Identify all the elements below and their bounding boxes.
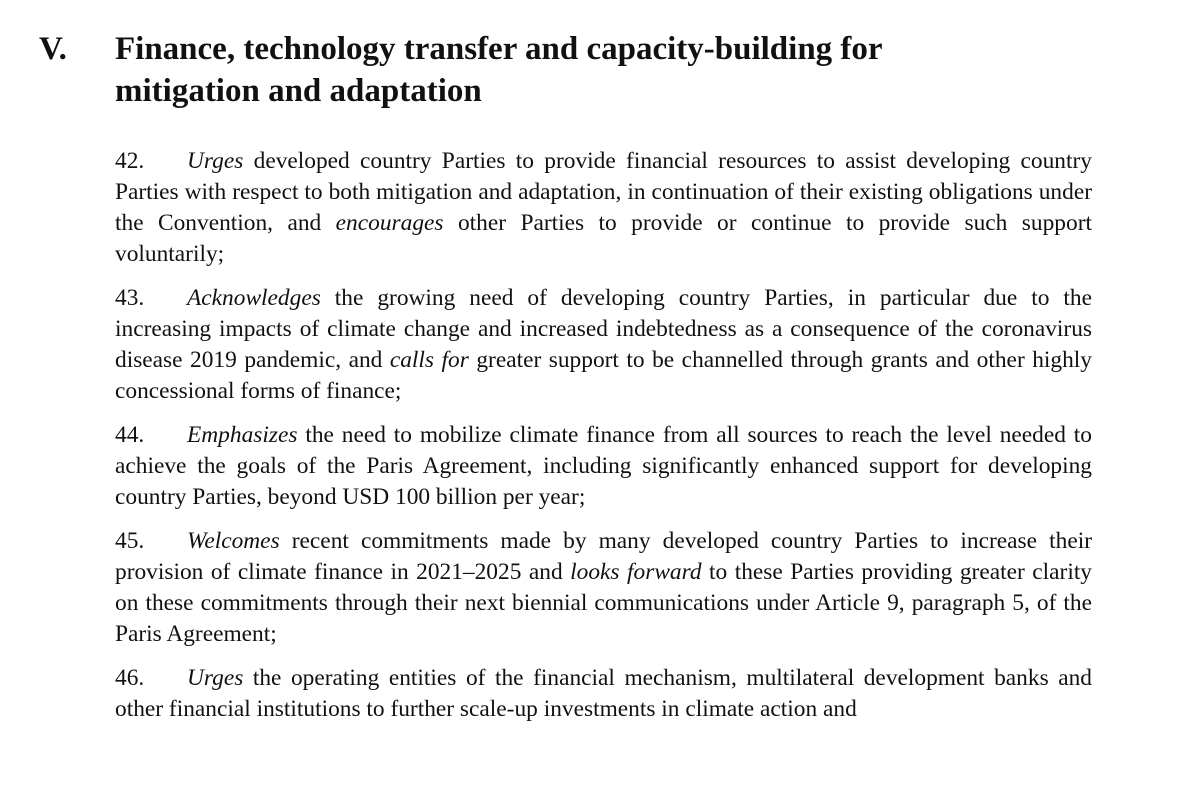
paragraph-text: the need to mobilize climate finance from all sources to reach the level needed to achieve the goals of the Paris Agreement, including significantly enhanced support for developing country Parties, beyond USD 100 billion per year; bbox=[115, 422, 1092, 510]
section-title: Finance, technology transfer and capacity-building for mitigation and adaptation bbox=[115, 31, 882, 109]
paragraph-number: 43. bbox=[115, 285, 145, 311]
paragraph-list bbox=[115, 146, 1092, 738]
paragraph bbox=[115, 146, 1092, 270]
paragraph-verb: encourages bbox=[335, 210, 444, 236]
paragraph-number: 45. bbox=[115, 528, 145, 554]
paragraph-text: other Parties to provide or continue to provide such support voluntarily; bbox=[115, 210, 1092, 267]
paragraph-verb: calls for bbox=[389, 347, 469, 373]
paragraph-verb: Emphasizes bbox=[187, 422, 298, 448]
paragraph-text: to these Parties providing greater clarity on these commitments through their next biennial communications under Article 9, paragraph 5, of the Paris Agreement; bbox=[115, 559, 1093, 647]
paragraph-text: developed country Parties to provide financial resources to assist developing country Parties with respect to both mitigation and adaptation, in continuation of their existing obligations under the Convention, and bbox=[115, 148, 1092, 236]
paragraph-verb: Acknowledges bbox=[187, 285, 321, 311]
paragraph bbox=[115, 526, 1092, 650]
paragraph-verb: Urges bbox=[187, 148, 244, 174]
paragraph-text: the growing need of developing country Parties, in particular due to the increasing impacts of climate change and increased indebtedness as a consequence of the coronavirus disease 2019 pandemic, and bbox=[115, 285, 1092, 373]
paragraph bbox=[115, 420, 1092, 513]
paragraph bbox=[115, 663, 1092, 725]
paragraph-verb: Urges bbox=[187, 665, 244, 691]
paragraph-text: recent commitments made by many developed country Parties to increase their provision of climate finance in 2021–2025 and bbox=[115, 528, 1092, 585]
paragraph-text: the operating entities of the financial mechanism, multilateral development banks and other financial institutions to further scale-up investments in climate action and bbox=[115, 665, 1092, 722]
paragraph-number: 44. bbox=[115, 422, 145, 448]
paragraph-number: 42. bbox=[115, 148, 145, 174]
section-heading bbox=[39, 28, 1139, 112]
paragraph-text: greater support to be channelled through grants and other highly concessional forms of finance; bbox=[115, 347, 1093, 404]
section-number: V. bbox=[39, 31, 67, 67]
paragraph-verb: looks forward bbox=[570, 559, 702, 585]
paragraph bbox=[115, 283, 1092, 407]
paragraph-number: 46. bbox=[115, 665, 145, 691]
paragraph-verb: Welcomes bbox=[187, 528, 280, 554]
